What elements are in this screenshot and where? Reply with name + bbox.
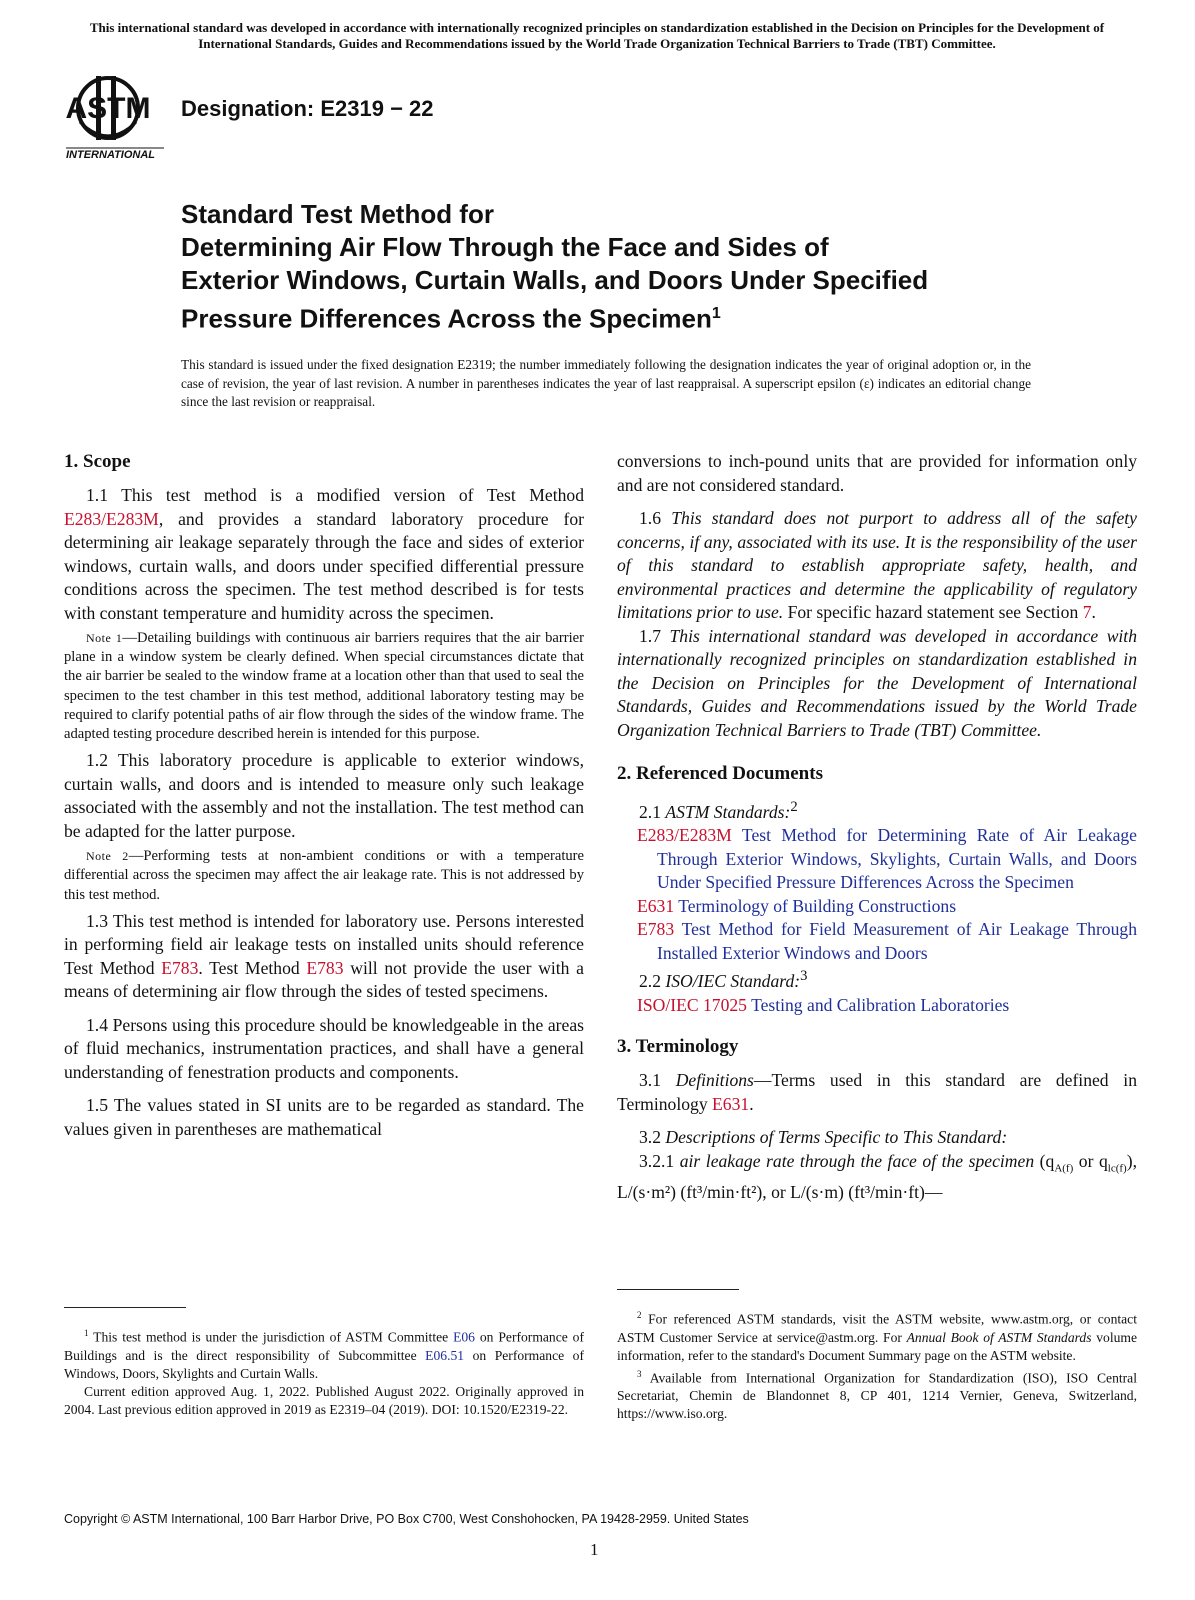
s3-2-number: 3.2 (639, 1127, 661, 1148)
fn1-mark: 1 (84, 1328, 89, 1338)
left-column (64, 450, 584, 1141)
subsection-3-1 (617, 1069, 1137, 1116)
p1-1-text-a: 1.1 This test method is a modified version of Test Method (86, 485, 584, 505)
link-e0651[interactable]: E06.51 (425, 1347, 465, 1363)
issued-notice: This standard is issued under the fixed designation E2319; the number immediately following the designation indicates the year of original adoption or, in the case of revision, the year of last revision. A number in parentheses indicates the year of last reappraisal. A superscript epsilon (ε) indicates an editorial change since the last revision or reappraisal. (181, 357, 1031, 409)
p1-5-continuation: conversions to inch-pound units that are provided for information only and are not considered standard. (617, 451, 1137, 495)
ref-e631[interactable] (617, 895, 1137, 919)
paragraph-1-4: 1.4 Persons using this procedure should be knowledgeable in the areas of fluid mechanics, instrumentation practices, and shall have a general understanding of fenestration products and components. (64, 1014, 584, 1082)
ref-e783[interactable] (617, 918, 1137, 965)
s3-2-1-number: 3.2.1 (639, 1150, 675, 1171)
p1-3-text-c: will not provide the user with a means of determining air flow through the sides of tested specimens. (64, 957, 584, 1002)
paragraph-1-3 (64, 910, 584, 1004)
p1-3-text-a: 1.3 This test method is intended for laboratory use. Persons interested in performing field air leakage tests on installed units should reference Test Method (64, 910, 584, 978)
subsection-3-2-1 (617, 1150, 1137, 1205)
wto-notice: This international standard was developed in accordance with internationally recognized principles on standardization established in the Decision on Principles for the Development of International Standards, Guides and Recommendations issued by the World Trade Organization Technical Barriers to Trade (TBT) Committee. (89, 20, 1105, 51)
ref-e283-text: Test Method for Determining Rate of Air Leakage Through Exterior Windows, Skylights, Curtain Walls, and Doors Under Specified Pressure Differences Across the Specimen (657, 825, 1137, 893)
footnote-rule-right (617, 1289, 739, 1290)
p1-7-italic: This international standard was developed in accordance with internationally recognized principles on standardization established in the Decision on Principles for the Development of International Standards, Guides and Recommendations issued by the World Trade Organization Technical Barriers to Trade (TBT) Committee. (617, 625, 1137, 740)
s3-2-1-symbols: ($q_{A(f)}$ or $q_{lc(f)}$), L/(s·m²) (ft³/min·ft²), or L/(s·m) (ft³/min·ft)— (617, 1150, 1137, 1202)
fn1-text-a: This test method is under the jurisdiction of ASTM Committee (93, 1329, 449, 1345)
link-e783-a[interactable]: E783 (161, 957, 199, 978)
footnote-3 (617, 1365, 1137, 1424)
paragraph-1-5: 1.5 The values stated in SI units are to be regarded as standard. The values given in parentheses are mathematical (64, 1095, 584, 1139)
title-line-3: Exterior Windows, Curtain Walls, and Doors Under Specified (181, 265, 929, 295)
s3-1-end: . (749, 1093, 754, 1114)
footnote-2 (617, 1306, 1137, 1365)
s3-2-title: Descriptions of Terms Specific to This Standard: (665, 1127, 1008, 1148)
subsection-2-2 (617, 965, 1137, 993)
p1-6-end: . (1091, 602, 1096, 622)
fn3-text: Available from International Organization for Standardization (ISO), ISO Central Secretariat, Chemin de Blandonnet 8, CP 401, 1214 Vernier, Geneva, Switzerland, https://www.iso.org. (617, 1370, 1137, 1422)
ref-e631-code[interactable]: E631 (637, 895, 675, 916)
page-number: 1 (590, 1540, 599, 1559)
right-column (617, 450, 1137, 1204)
ref-iso-text: Testing and Calibration Laboratories (751, 994, 1010, 1015)
ref-iso-code[interactable]: ISO/IEC 17025 (637, 994, 747, 1015)
astm-logo-mark (66, 70, 166, 166)
fn2-text-a: For referenced ASTM standards, visit the ASTM website, www.astm.org, or contact ASTM Customer Service at service@astm.org. For (617, 1311, 1137, 1345)
link-e783-b[interactable]: E783 (306, 957, 344, 978)
note-2 (64, 847, 584, 905)
link-e283[interactable]: E283/E283M (64, 508, 159, 529)
fn2-text-b: volume information, refer to the standard's Document Summary page on the ASTM website. (617, 1329, 1138, 1363)
paragraph-1-5-continued (617, 450, 1137, 497)
ref-e631-text: Terminology of Building Constructions (678, 895, 957, 916)
footnotes-2-3 (617, 1306, 1137, 1423)
paragraph-1-2: 1.2 This laboratory procedure is applicable to exterior windows, curtain walls, and doors and is intended to measure only such leakage associated with the assembly and not the installation. The test method can be adapted for the latter purpose. (64, 750, 584, 841)
s3-1-title: Definitions (675, 1070, 754, 1091)
designation: Designation: E2319 − 22 (181, 96, 434, 121)
s2-1-number: 2.1 (639, 801, 661, 822)
section-3-heading: 3. Terminology (617, 1036, 739, 1058)
title-footnote-mark: 1 (711, 305, 721, 322)
subsection-3-2 (617, 1126, 1137, 1150)
fn1-text-b: on Performance of Buildings and is the direct responsibility of Subcommittee (64, 1329, 584, 1363)
footnote-rule-left (64, 1307, 186, 1308)
link-e06[interactable]: E06 (453, 1329, 475, 1345)
paragraph-1-6 (617, 507, 1137, 625)
s2-2-footnote-mark: 3 (800, 968, 808, 985)
s2-2-title: ISO/IEC Standard: (665, 971, 801, 992)
s2-1-footnote-mark: 2 (790, 799, 798, 815)
ref-e783-code[interactable]: E783 (637, 919, 675, 940)
s3-2-1-term: air leakage rate through the face of the specimen (679, 1150, 1035, 1171)
s3-1-text: —Terms used in this standard are defined in Terminology (617, 1070, 1137, 1114)
ref-e783-text: Test Method for Field Measurement of Air Leakage Through Installed Exterior Windows and Doors (657, 919, 1137, 963)
note-1-label: Note 1 (86, 631, 123, 645)
p1-6-number: 1.6 (639, 508, 661, 528)
s3-1-number: 3.1 (639, 1070, 661, 1091)
logo-subtitle: INTERNATIONAL (66, 149, 156, 161)
ref-e283[interactable] (617, 824, 1137, 895)
title-line-4-text: Pressure Differences Across the Specimen (181, 303, 712, 334)
fn1-edition: Current edition approved Aug. 1, 2022. Published August 2022. Originally approved in 2004. Last previous edition approved in 2019 as E2319–04 (2019). DOI: 10.1520/E2319-22. (64, 1383, 584, 1417)
paragraph-1-1 (64, 484, 584, 625)
fn3-mark: 3 (637, 1368, 642, 1379)
fn1-text-c: on Performance of Windows, Doors, Skylights and Curtain Walls. (64, 1347, 584, 1381)
title-line-1: Standard Test Method for (181, 199, 494, 229)
note-2-label: Note 2 (86, 849, 129, 864)
logo-letters: ASTM (66, 92, 151, 125)
footnote-1 (64, 1324, 584, 1419)
note-2-text: —Performing tests at non-ambient conditions or with a temperature differential across the specimen may affect the air leakage rate. This is not addressed by this test method. (64, 848, 585, 903)
fn2-italic: Annual Book of ASTM Standards (906, 1329, 1092, 1345)
note-1 (64, 629, 584, 744)
p1-3-text-b: . Test Method (198, 957, 300, 978)
link-e631[interactable]: E631 (712, 1093, 750, 1114)
title-line-2: Determining Air Flow Through the Face and Sides of (181, 232, 829, 262)
link-section-7[interactable]: 7 (1082, 602, 1092, 622)
p1-6-italic: This standard does not purport to address all of the safety concerns, if any, associated with its use. It is the responsibility of the user of this standard to establish appropriate safety, health, and environmental practices and determine the applicability of regulatory limitations prior to use. (617, 508, 1137, 622)
p1-7-number: 1.7 (639, 625, 661, 646)
paragraph-1-7 (617, 625, 1137, 743)
copyright: Copyright © ASTM International, 100 Barr Harbor Drive, PO Box C700, West Conshohocken, PA 19428-2959. United States (64, 1512, 749, 1526)
title-line-4 (181, 297, 1101, 336)
ref-iso-17025[interactable] (617, 994, 1137, 1018)
s2-2-number: 2.2 (639, 971, 661, 992)
astm-logo (66, 70, 166, 166)
subsection-2-1 (617, 796, 1137, 824)
section-1-heading: 1. Scope (64, 451, 131, 472)
ref-e283-code[interactable]: E283/E283M (637, 825, 732, 846)
section-2-heading: 2. Referenced Documents (617, 763, 823, 784)
note-1-text: —Detailing buildings with continuous air barriers requires that the air barrier plane in a window system be clearly defined. When special circumstances dictate that the air barrier be sealed to the window frame at a location other than that used to seal the specimen to the test chamber in this test method, additional laboratory testing may be required to clarify potential paths of air flow through the sides of the window frame. The adapted testing procedure described herein is intended for this purpose. (64, 630, 584, 743)
fn2-mark: 2 (637, 1310, 642, 1320)
s2-1-title: ASTM Standards: (665, 801, 791, 822)
document-title (181, 198, 1101, 336)
p1-6-text: For specific hazard statement see Section (787, 602, 1079, 622)
p1-1-text-b: , and provides a standard laboratory procedure for determining air leakage separately through the face and sides of exterior windows, curtain walls, and doors under specified differential pressure conditions across the specimen. The test method described is for tests with constant temperature and humidity across the specimen. (64, 508, 584, 623)
